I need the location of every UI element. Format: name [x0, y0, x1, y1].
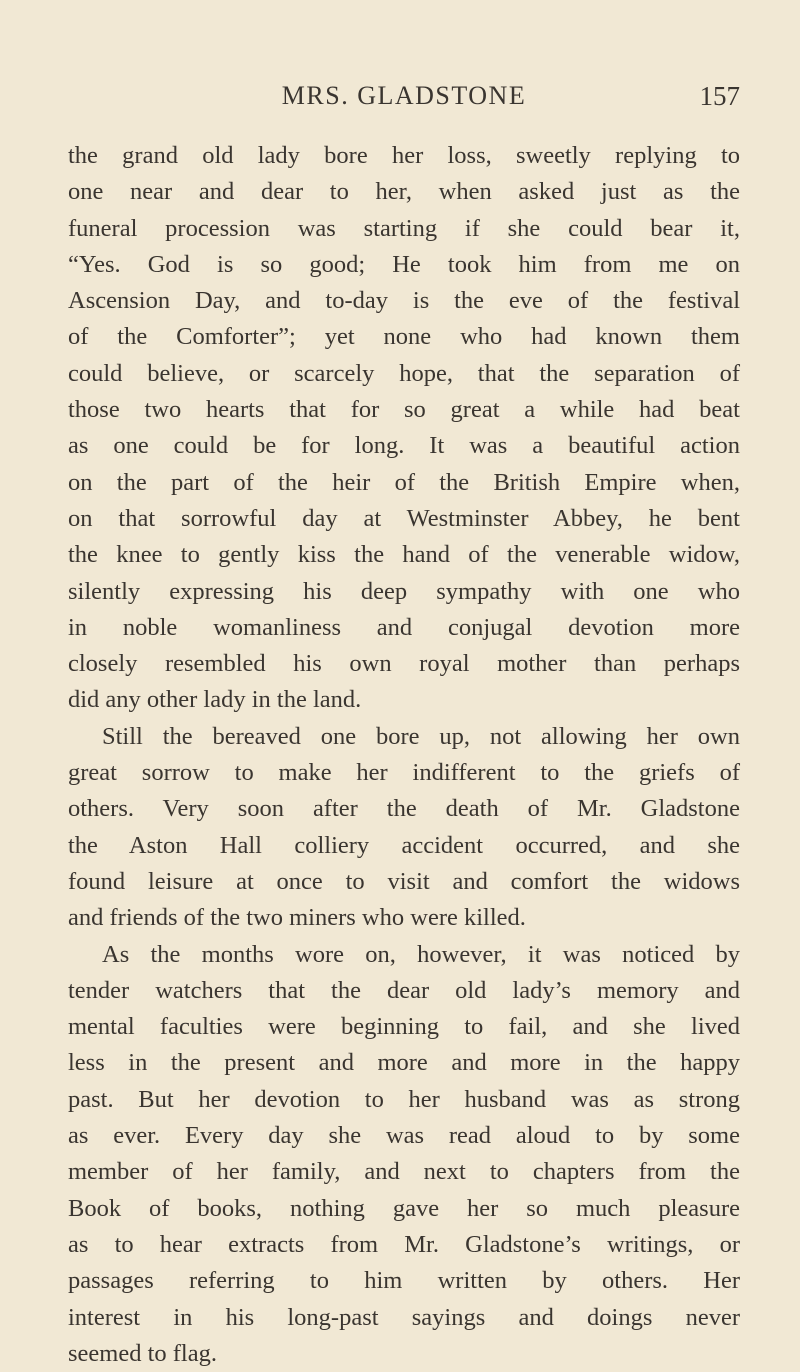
text-line: funeral procession was starting if she could bear it,	[68, 214, 740, 242]
text-line: Book of books, nothing gave her so much pleasure	[68, 1194, 740, 1222]
text-line: and friends of the two miners who were killed.	[68, 904, 526, 932]
text-line: on that sorrowful day at Westminster Abbey, he bent	[68, 504, 740, 532]
text-line: as to hear extracts from Mr. Gladstone’s writings, or	[68, 1230, 740, 1258]
text-line: in noble womanliness and conjugal devotion more	[68, 613, 740, 641]
text-line: closely resembled his own royal mother than perhaps	[68, 650, 740, 678]
text-line: silently expressing his deep sympathy with one who	[68, 577, 740, 605]
text-line: those two hearts that for so great a while had beat	[68, 396, 740, 424]
text-line: past. But her devotion to her husband was as strong	[68, 1085, 740, 1113]
text-line: on the part of the heir of the British Empire when,	[68, 468, 740, 496]
text-line: great sorrow to make her indifferent to the griefs of	[68, 759, 740, 787]
text-line: seemed to flag.	[68, 1339, 217, 1367]
text-line: less in the present and more and more in the happy	[68, 1049, 740, 1077]
text-line: mental faculties were beginning to fail, and she lived	[68, 1013, 740, 1041]
text-line: one near and dear to her, when asked just as the	[68, 178, 740, 206]
page-number: 157	[699, 81, 740, 111]
body-text	[68, 138, 740, 1372]
text-line: found leisure at once to visit and comfort the widows	[68, 867, 740, 895]
text-line: the grand old lady bore her loss, sweetly replying to	[68, 142, 740, 169]
text-line: Still the bereaved one bore up, not allowing her own	[102, 722, 740, 750]
text-line: could believe, or scarcely hope, that the separation of	[68, 359, 740, 387]
text-line: the knee to gently kiss the hand of the venerable widow,	[68, 541, 740, 569]
text-line: member of her family, and next to chapters from the	[68, 1158, 740, 1186]
running-title: MRS. GLADSTONE	[281, 81, 527, 110]
text-line: others. Very soon after the death of Mr. Gladstone	[68, 795, 740, 823]
text-line: the Aston Hall colliery accident occurred, and she	[68, 831, 740, 859]
text-line: did any other lady in the land.	[68, 686, 362, 714]
text-line: as one could be for long. It was a beautiful action	[68, 432, 740, 460]
text-line: interest in his long-past sayings and doings never	[68, 1303, 740, 1331]
text-line: “Yes. God is so good; He took him from me on	[68, 250, 740, 278]
text-line: tender watchers that the dear old lady’s memory and	[68, 976, 740, 1004]
text-line: As the months wore on, however, it was noticed by	[102, 940, 740, 968]
text-line: Ascension Day, and to-day is the eve of the festival	[68, 287, 740, 315]
text-line: passages referring to him written by others. Her	[68, 1267, 740, 1295]
text-line: of the Comforter”; yet none who had known them	[68, 323, 740, 351]
running-head	[68, 80, 740, 112]
text-line: as ever. Every day she was read aloud to by some	[68, 1122, 740, 1150]
